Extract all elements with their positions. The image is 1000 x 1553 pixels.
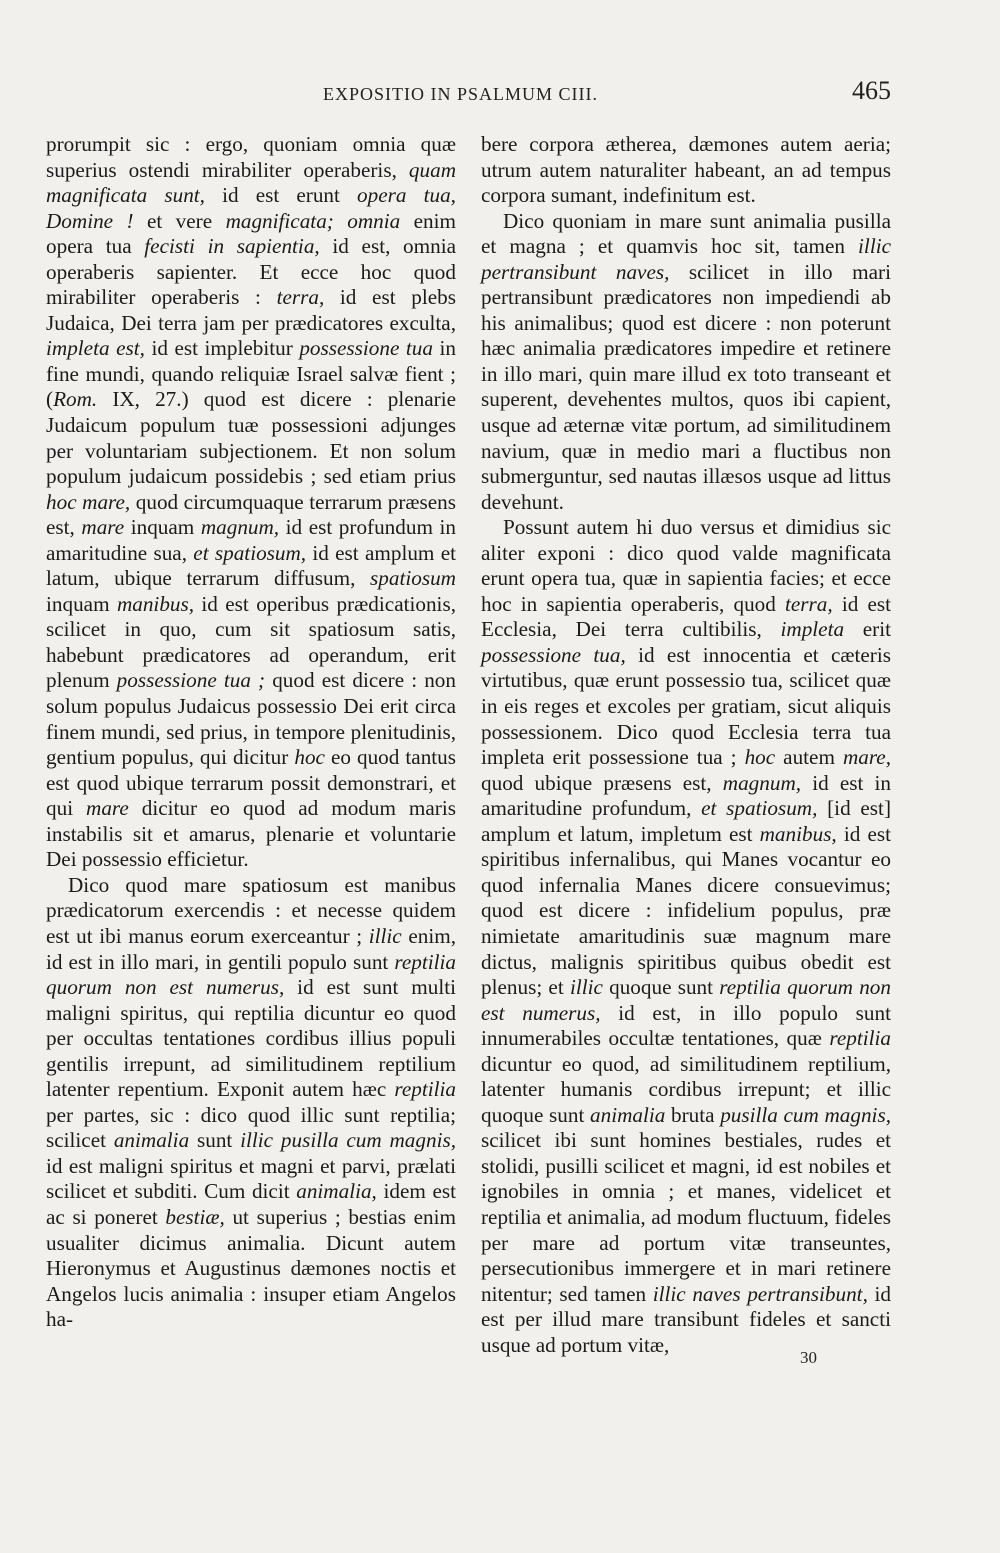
text-run: id est per illud mare transibunt fideles et sancti usque ad portum vitæ, — [481, 1281, 891, 1357]
text-run: bere corpora ætherea, dæmones autem aeria; utrum autem naturaliter habeant, an ad tempus corpora sumant, indefinitum est. — [481, 132, 891, 208]
italic-quotation: et spatiosum, — [193, 540, 307, 565]
text-run: id est spiritibus infernalibus, qui Manes vocantur eo quod infernalia Manes dicere consuevimus; quod est dicere : infidelium populus, præ nimietate amaritudinis suæ magnum mare dictus, malignis spiritibus quibus obedit est plenus; et — [481, 821, 891, 1000]
italic-quotation: mare — [86, 796, 129, 821]
italic-quotation: terra, — [785, 591, 833, 616]
text-run: et vere — [133, 208, 226, 233]
text-run: id est implebitur — [144, 336, 300, 361]
italic-quotation: quam magnificata sunt, — [46, 157, 456, 208]
italic-quotation: possessione tua ; — [116, 668, 266, 693]
italic-quotation: magnificata; omnia — [225, 208, 401, 233]
italic-quotation: hoc — [294, 745, 325, 770]
text-run: id est innocentia et cæteris virtutibus, quæ erunt possessio tua, scilicet quæ in eis reges et excoles per gratiam, sicut aliquis possessionem. Dico quod Ecclesia terra tua impleta erit possessione tua ; — [481, 642, 891, 770]
text-run: ut superius ; bestias enim usualiter dicimus animalia. Dicunt autem Hieronymus et Augustinus dæmones noctis et Angelos lucis animalia : insuper etiam Angelos ha- — [46, 1204, 456, 1332]
text-run: sunt — [189, 1128, 241, 1153]
text-run: Possunt autem hi duo versus et dimidius sic aliter exponi : dico quod valde magnificata erunt opera tua, quæ in sapientia facies; et ecce hoc in sapientia operaberis, quod — [481, 515, 891, 616]
text-run: idem est ac si poneret — [46, 1179, 456, 1229]
italic-quotation: reptilia — [394, 1077, 456, 1102]
left-column — [46, 132, 456, 1333]
page-number: 465 — [852, 76, 891, 105]
text-run: Dico quod mare spatiosum est manibus prædicatorum exercendis : et necesse quidem est ut ibi manus eorum exerceantur ; — [46, 872, 456, 948]
italic-quotation: reptilia — [829, 1026, 891, 1051]
italic-quotation: illic — [368, 923, 402, 948]
italic-quotation: terra, — [276, 285, 325, 310]
text-run: id est plebs Judaica, Dei terra jam per prædicatores exculta, — [46, 285, 456, 335]
italic-quotation: illic pertransibunt naves, — [481, 234, 891, 284]
text-run: [id est] amplum et latum, impletum est — [481, 796, 891, 846]
text-run: autem — [775, 745, 843, 770]
text-run: id est operibus prædicationis, scilicet in quo, cum sit spatiosum satis, habebunt prædicatores ad operandum, erit plenum — [46, 591, 456, 693]
text-run: erit — [844, 617, 891, 642]
italic-quotation: manibus, — [116, 591, 195, 616]
paragraph — [481, 132, 891, 209]
signature-mark: 30 — [800, 1348, 817, 1367]
text-run: id est sunt multi maligni spiritus, qui reptilia dicuntur eo quod per occultas tentationes cordibus illius populi gentilis irrepunt, ad similitudinem reptilium latenter repentium. Exponit autem hæc — [46, 975, 456, 1102]
text-run: IX, 27.) quod est dicere : plenarie Judaicum populum tuæ possessioni adjunges per voluntariam subjectionem. Et non solum populum judaicum possidebis ; sed etiam prius — [46, 387, 456, 489]
text-run: dicitur eo quod ad modum maris instabilis sit et amarus, plenarie et voluntarie Dei possessio efficietur. — [46, 796, 456, 872]
text-run: scilicet ibi sunt homines bestiales, rudes et stolidi, pusilli scilicet et magni, id est nobiles et ignobiles in omnia ; et manes, videlicet et reptilia et animalia, ad modum fluctuum, fideles per mare ad portum vitæ transeuntes, persecutionibus immergere et in mari retinere nitentur; sed tamen — [481, 1128, 891, 1306]
italic-quotation: reptilia quorum non est numerus, — [46, 949, 456, 1000]
italic-quotation: Rom. — [53, 387, 98, 412]
paragraph — [481, 209, 891, 516]
paragraph — [46, 873, 456, 1333]
text-run: id est maligni spiritus et magni et parvi, prælati scilicet et subditi. Cum dicit — [46, 1153, 456, 1204]
text-run: bruta — [665, 1102, 721, 1127]
italic-quotation: spatiosum — [370, 566, 456, 591]
italic-quotation: reptilia quorum non est numerus, — [481, 975, 891, 1025]
text-run: id est in amaritudine profundum, — [481, 770, 891, 821]
italic-quotation: illic pusilla cum magnis, — [240, 1128, 457, 1153]
text-run: inquam — [46, 591, 117, 616]
italic-quotation: animalia — [590, 1102, 666, 1127]
right-column — [481, 132, 891, 1358]
italic-quotation: illic — [569, 975, 603, 1000]
text-run: per partes, sic : dico quod illic sunt reptilia; scilicet — [46, 1102, 456, 1153]
text-run: dicuntur eo quod, ad similitudinem reptilium, latenter humanis cordibus irrepunt; et illic quoque sunt — [481, 1051, 891, 1127]
italic-quotation: opera tua, Domine ! — [46, 183, 456, 233]
italic-quotation: fecisti in sapientia, — [144, 234, 320, 259]
text-run: eo quod tantus est quod ubique terrarum possit demonstrari, et qui — [46, 745, 457, 821]
text-run: prorumpit sic : ergo, quoniam omnia quæ superius ostendi mirabiliter operaberis, — [46, 132, 456, 182]
text-run: quoque sunt — [602, 975, 720, 1000]
running-title: EXPOSITIO IN PSALMUM CIII. — [323, 84, 599, 104]
italic-quotation: pusilla cum magnis, — [720, 1102, 891, 1127]
italic-quotation: manibus, — [759, 821, 837, 846]
italic-quotation: animalia — [113, 1128, 190, 1153]
text-run: Dico quoniam in mare sunt animalia pusilla et magna ; et quamvis hoc sit, tamen — [481, 208, 891, 259]
italic-quotation: et spatiosum, — [701, 796, 818, 821]
text-run: id est, in illo populo sunt innumerabiles occultæ tentationes, quæ — [481, 1000, 891, 1051]
italic-quotation: mare — [81, 515, 125, 540]
text-run: in fine mundi, quando reliquiæ Israel salvæ fient ; ( — [46, 336, 456, 412]
text-run: id est profundum in amaritudine sua, — [46, 515, 456, 565]
text-run: inquam — [124, 515, 201, 540]
italic-quotation: impleta est, — [46, 336, 145, 361]
paragraph — [46, 132, 456, 873]
text-run: quod est dicere : non solum populus Judaicus possessio Dei erit circa finem mundi, sed prius, in tempore plenitudinis, gentium populus, qui dicitur — [46, 668, 456, 770]
text-run: quod ubique præsens est, — [481, 770, 723, 795]
text-run: scilicet in illo mari pertransibunt prædicatores non impediendi ab his animalibus; quod est dicere : non poterunt hæc animalia prædicatores impedire et retinere in illo mari, quin mare illud ex toto transeant et superent, devehentes multos, quos ibi capient, usque ad æternæ vitæ portum, ad similitudinem navium, quæ in medio mari a fluctibus non submerguntur, sed nautas illæsos usque ad littus devehunt. — [481, 259, 891, 514]
italic-quotation: animalia, — [296, 1179, 377, 1204]
italic-quotation: illic naves pertransibunt, — [652, 1281, 868, 1306]
text-run: enim opera tua — [46, 208, 457, 259]
text-run: id est Ecclesia, Dei terra cultibilis, — [481, 591, 891, 642]
italic-quotation: hoc mare, — [46, 489, 131, 514]
italic-quotation: possessione tua, — [481, 642, 626, 667]
italic-quotation: hoc — [744, 745, 776, 770]
italic-quotation: possessione tua — [299, 336, 433, 361]
italic-quotation: bestiæ, — [165, 1204, 225, 1229]
text-run: id est amplum et latum, ubique terrarum diffusum, — [46, 540, 456, 591]
italic-quotation: magnum, — [200, 515, 280, 540]
text-run: quod circumquaque terrarum præsens est, — [46, 489, 456, 540]
text-run: id est erunt — [204, 183, 358, 208]
italic-quotation: mare, — [842, 745, 891, 770]
paragraph — [481, 515, 891, 1358]
text-run: id est, omnia operaberis sapienter. Et ecce hoc quod mirabiliter operaberis : — [46, 234, 457, 310]
italic-quotation: impleta — [780, 617, 845, 642]
text-run: enim, id est in illo mari, in gentili populo sunt — [46, 923, 456, 974]
italic-quotation: magnum, — [722, 770, 802, 795]
